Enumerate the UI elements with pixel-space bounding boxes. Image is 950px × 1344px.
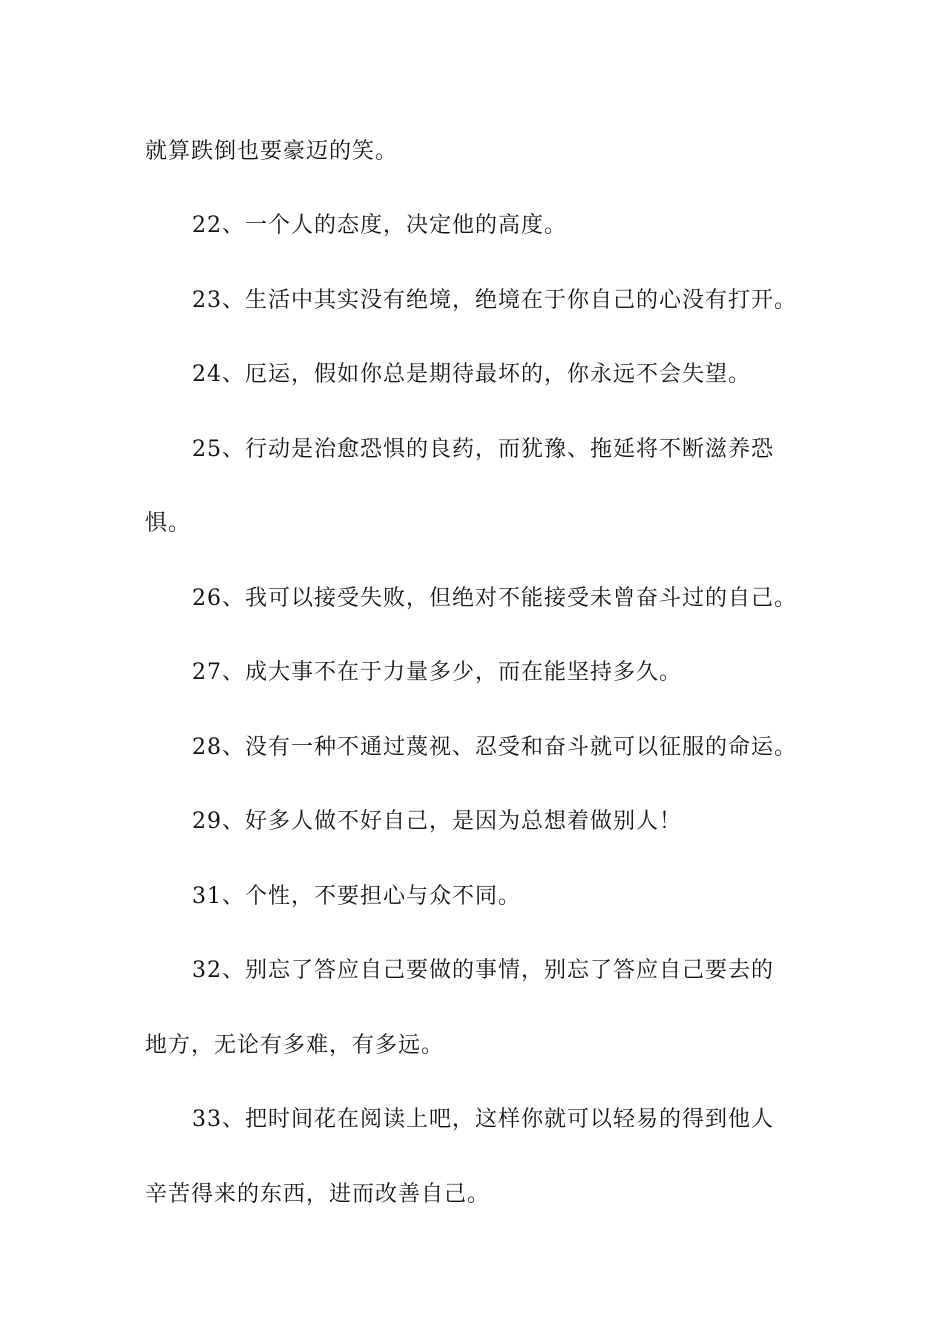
- text-line: 28、没有一种不通过蔑视、忍受和奋斗就可以征服的命运。: [192, 735, 797, 760]
- text-line: 23、生活中其实没有绝境，绝境在于你自己的心没有打开。: [192, 288, 797, 313]
- text-line: 地方，无论有多难，有多远。: [145, 1033, 445, 1058]
- text-line: 29、好多人做不好自己，是因为总想着做别人！: [192, 809, 682, 834]
- text-line: 辛苦得来的东西，进而改善自己。: [145, 1182, 491, 1207]
- text-line: 24、厄运，假如你总是期待最坏的，你永远不会失望。: [192, 362, 751, 387]
- text-line: 31、个性，不要担心与众不同。: [192, 884, 521, 909]
- text-line: 27、成大事不在于力量多少，而在能坚持多久。: [192, 660, 682, 685]
- text-line: 32、别忘了答应自己要做的事情，别忘了答应自己要去的: [192, 958, 774, 983]
- text-line: 33、把时间花在阅读上吧，这样你就可以轻易的得到他人: [192, 1107, 774, 1132]
- text-line: 26、我可以接受失败，但绝对不能接受未曾奋斗过的自己。: [192, 586, 797, 611]
- text-line: 25、行动是治愈恐惧的良药，而犹豫、拖延将不断滋养恐: [192, 437, 774, 462]
- text-line: 就算跌倒也要豪迈的笑。: [145, 139, 399, 164]
- text-line: 22、一个人的态度，决定他的高度。: [192, 213, 567, 238]
- text-line: 惧。: [145, 511, 192, 536]
